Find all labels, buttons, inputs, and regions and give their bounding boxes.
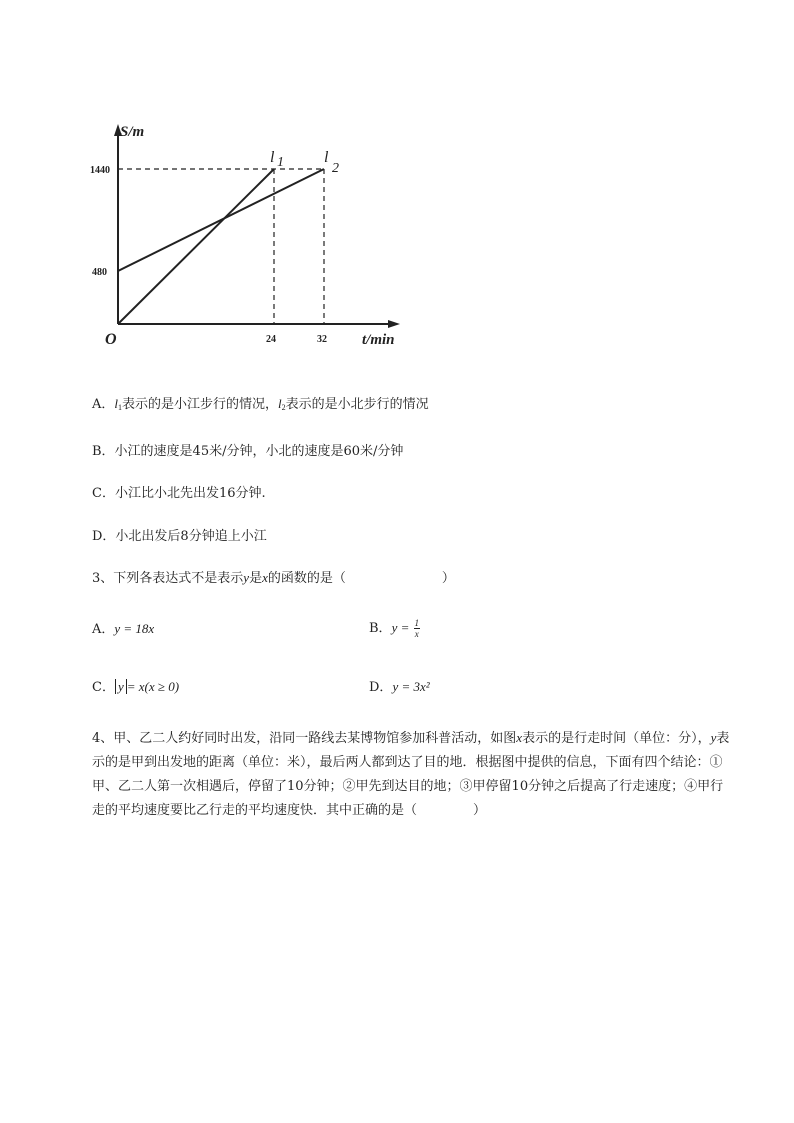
fraction-1-over-x: $\frac{1}{x}$ [414, 618, 419, 639]
var-x: x [262, 570, 268, 585]
q3-stem: 3、下列各表达式不是表示y是x的函数的是（ ） [92, 570, 455, 586]
line-l2-label: l [324, 149, 329, 166]
q2-option-b: B．小江的速度是45米/分钟，小北的速度是60米/分钟 [92, 444, 404, 459]
line-l2-sub: 2 [332, 161, 339, 176]
q3-option-d: D．y = 3x² [369, 679, 430, 695]
distance-time-graph [80, 118, 420, 358]
option-a-mid: 表示的是小江步行的情况， [122, 397, 279, 412]
expr-d: y = 3x² [392, 679, 430, 694]
q4-paragraph: 4、甲、乙二人约好同时出发，沿同一路线去某博物馆参加科普活动，如图x表示的是行走时间（单位：分），y表示的是甲到出发地的距离（单位：米），最后两人都到达了目的地．根据图中提供的信息，下面有四个结论：①甲、乙二人第一次相遇后，停留了10分钟；②甲先到达目的地；③甲停留10分钟之后提高了行走速度；④甲行走的平均速度要比乙行走的平均速度快．其中正确的是（ ） [92, 730, 730, 818]
line-l1 [118, 169, 274, 324]
y-tick-480: 480 [92, 267, 107, 278]
abs-y: y [115, 679, 127, 694]
x-axis-arrow [388, 320, 400, 328]
line-l1-label: l [270, 149, 275, 166]
x-axis-label: t/min [362, 332, 395, 348]
x-tick-32: 32 [317, 334, 327, 345]
y-tick-1440: 1440 [90, 165, 110, 176]
q3-option-b: B．y = $\frac{1}{x}$ [369, 618, 419, 639]
line-l2 [118, 169, 324, 271]
q3-option-c: C． y = x(x ≥ 0) [92, 679, 180, 695]
y-axis-label: S/m [120, 124, 145, 140]
symbol-l2: $l_2$ [278, 396, 286, 412]
option-a-prefix: A． [92, 397, 115, 412]
line-l1-sub: 1 [277, 155, 284, 170]
option-a-end: 表示的是小北步行的情况 [285, 397, 429, 412]
q2-option-c: C．小江比小北先出发16分钟. [92, 486, 266, 501]
expr-c-rest: = x(x ≥ 0) [126, 679, 180, 694]
q3-option-a: A．y = 18x [92, 621, 155, 637]
expr-b-lhs: y = [391, 620, 410, 635]
var-y: y [710, 730, 717, 745]
var-y: y [243, 570, 250, 585]
symbol-l1: $l_1$ [114, 396, 123, 412]
q2-option-a [92, 394, 429, 418]
origin-label: O [105, 331, 117, 348]
x-tick-24: 24 [266, 334, 276, 345]
var-x: x [516, 730, 523, 745]
expr-a: y = 18x [114, 621, 155, 636]
q2-option-d: D．小北出发后8分钟追上小江 [92, 529, 267, 544]
